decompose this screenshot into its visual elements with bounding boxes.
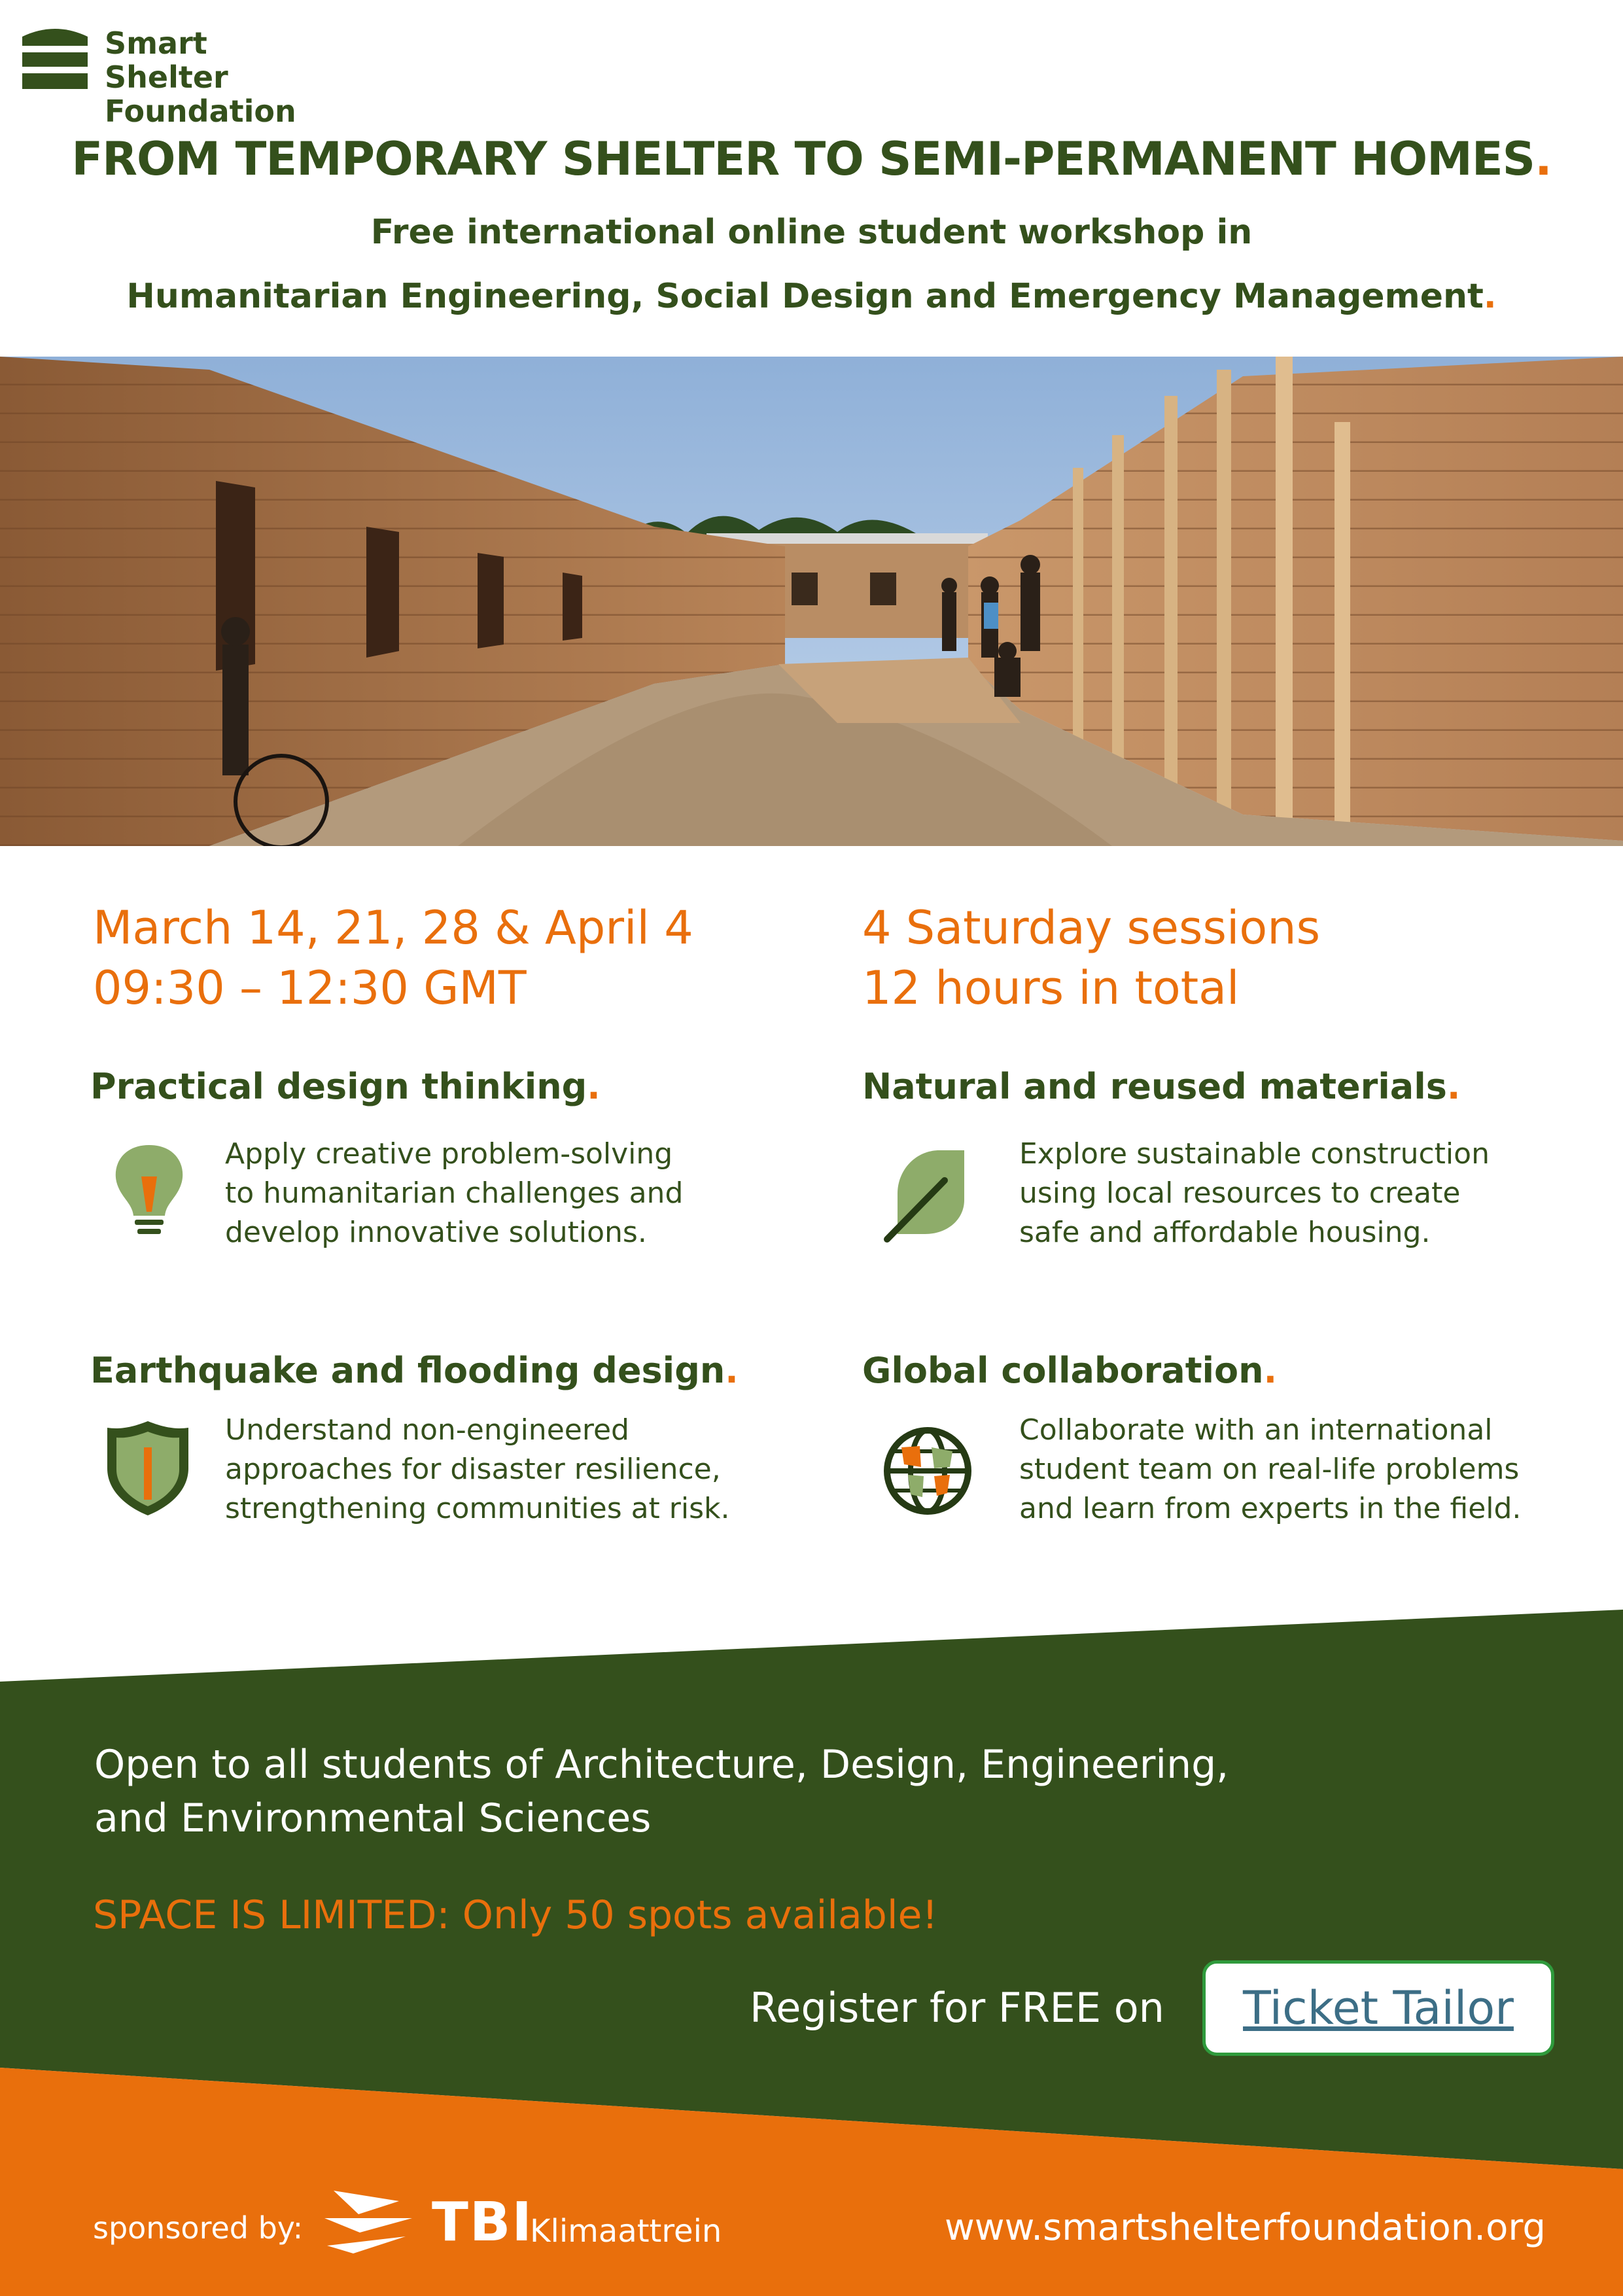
stacked-layers-logo-icon [22,24,88,92]
lightbulb-icon [103,1139,195,1243]
desc-line: approaches for disaster resilience, [225,1453,721,1486]
logo-wordmark [105,26,336,128]
ticket-tailor-button[interactable]: Ticket Tailor [1202,1960,1554,2056]
foundation-logo [22,24,336,129]
feature-title-earthquake [90,1349,739,1392]
desc-line: and learn from experts in the field. [1019,1492,1522,1525]
tbi-swoosh-icon [321,2185,419,2257]
feature-title-dot: . [1263,1350,1278,1391]
subtitle-line-2 [0,274,1623,319]
subtitle-dot: . [1483,277,1497,316]
feature-desc-collaboration [1019,1411,1521,1528]
desc-line: student team on real-life problems [1019,1453,1520,1486]
register-label: Register for FREE on [750,1984,1164,2032]
website-link[interactable]: www.smartshelterfoundation.org [945,2206,1546,2249]
feature-desc-earthquake [225,1411,730,1528]
schedule-sessions [862,898,1320,1018]
eligibility-line-2: and Environmental Sciences [94,1795,652,1841]
sponsor-mark: TBI [432,2191,533,2253]
subtitle-line-2-text: Humanitarian Engineering, Social Design and Emergency Management [126,277,1484,316]
feature-title-dot: . [725,1350,739,1391]
logo-line-1: Smart Shelter [105,26,228,95]
desc-line: Apply creative problem-solving [225,1137,673,1171]
feature-title-dot: . [1446,1066,1461,1107]
feature-title-collaboration [862,1349,1277,1392]
title-text: FROM TEMPORARY SHELTER TO SEMI-PERMANENT HOMES [71,132,1535,186]
feature-desc-materials [1019,1135,1490,1252]
time-text: 09:30 – 12:30 GMT [93,961,527,1015]
schedule-dates [93,898,693,1018]
dates-text: March 14, 21, 28 & April 4 [93,901,693,955]
logo-line-2: Foundation [105,94,296,129]
feature-title-text: Natural and reused materials [862,1066,1447,1107]
leaf-icon [879,1141,971,1246]
subtitle-line-1: Free international online student workshop in [370,213,1253,252]
feature-title-text: Earthquake and flooding design [90,1350,725,1391]
desc-line: develop innovative solutions. [225,1216,647,1249]
feature-title-text: Global collaboration [862,1350,1264,1391]
feature-title-design-thinking [90,1065,601,1108]
page-title [0,130,1623,188]
desc-line: Explore sustainable construction [1019,1137,1490,1171]
desc-line: using local resources to create [1019,1176,1461,1210]
shield-icon [102,1416,194,1521]
eligibility-line-1: Open to all students of Architecture, Design, Engineering, [94,1742,1229,1788]
sessions-text: 4 Saturday sessions [862,901,1321,955]
feature-title-materials [862,1065,1460,1108]
eligibility-text [94,1738,1229,1845]
call-to-action-band [0,1610,1623,2296]
total-hours-text: 12 hours in total [862,961,1240,1015]
construction-site-photo [0,357,1623,846]
desc-line: Collaborate with an international [1019,1413,1493,1447]
desc-line: strengthening communities at risk. [225,1492,730,1525]
feature-title-dot: . [587,1066,601,1107]
desc-line: to humanitarian challenges and [225,1176,684,1210]
desc-line: safe and affordable housing. [1019,1216,1431,1249]
sponsored-by-label: sponsored by: [93,2210,304,2246]
feature-desc-design-thinking [225,1135,683,1252]
feature-title-text: Practical design thinking [90,1066,587,1107]
globe-icon [882,1421,973,1526]
title-dot: . [1535,132,1552,186]
sponsor-name: Klimaattrein [530,2213,722,2250]
desc-line: Understand non-engineered [225,1413,629,1447]
limited-space-notice: SPACE IS LIMITED: Only 50 spots available! [93,1892,938,1938]
